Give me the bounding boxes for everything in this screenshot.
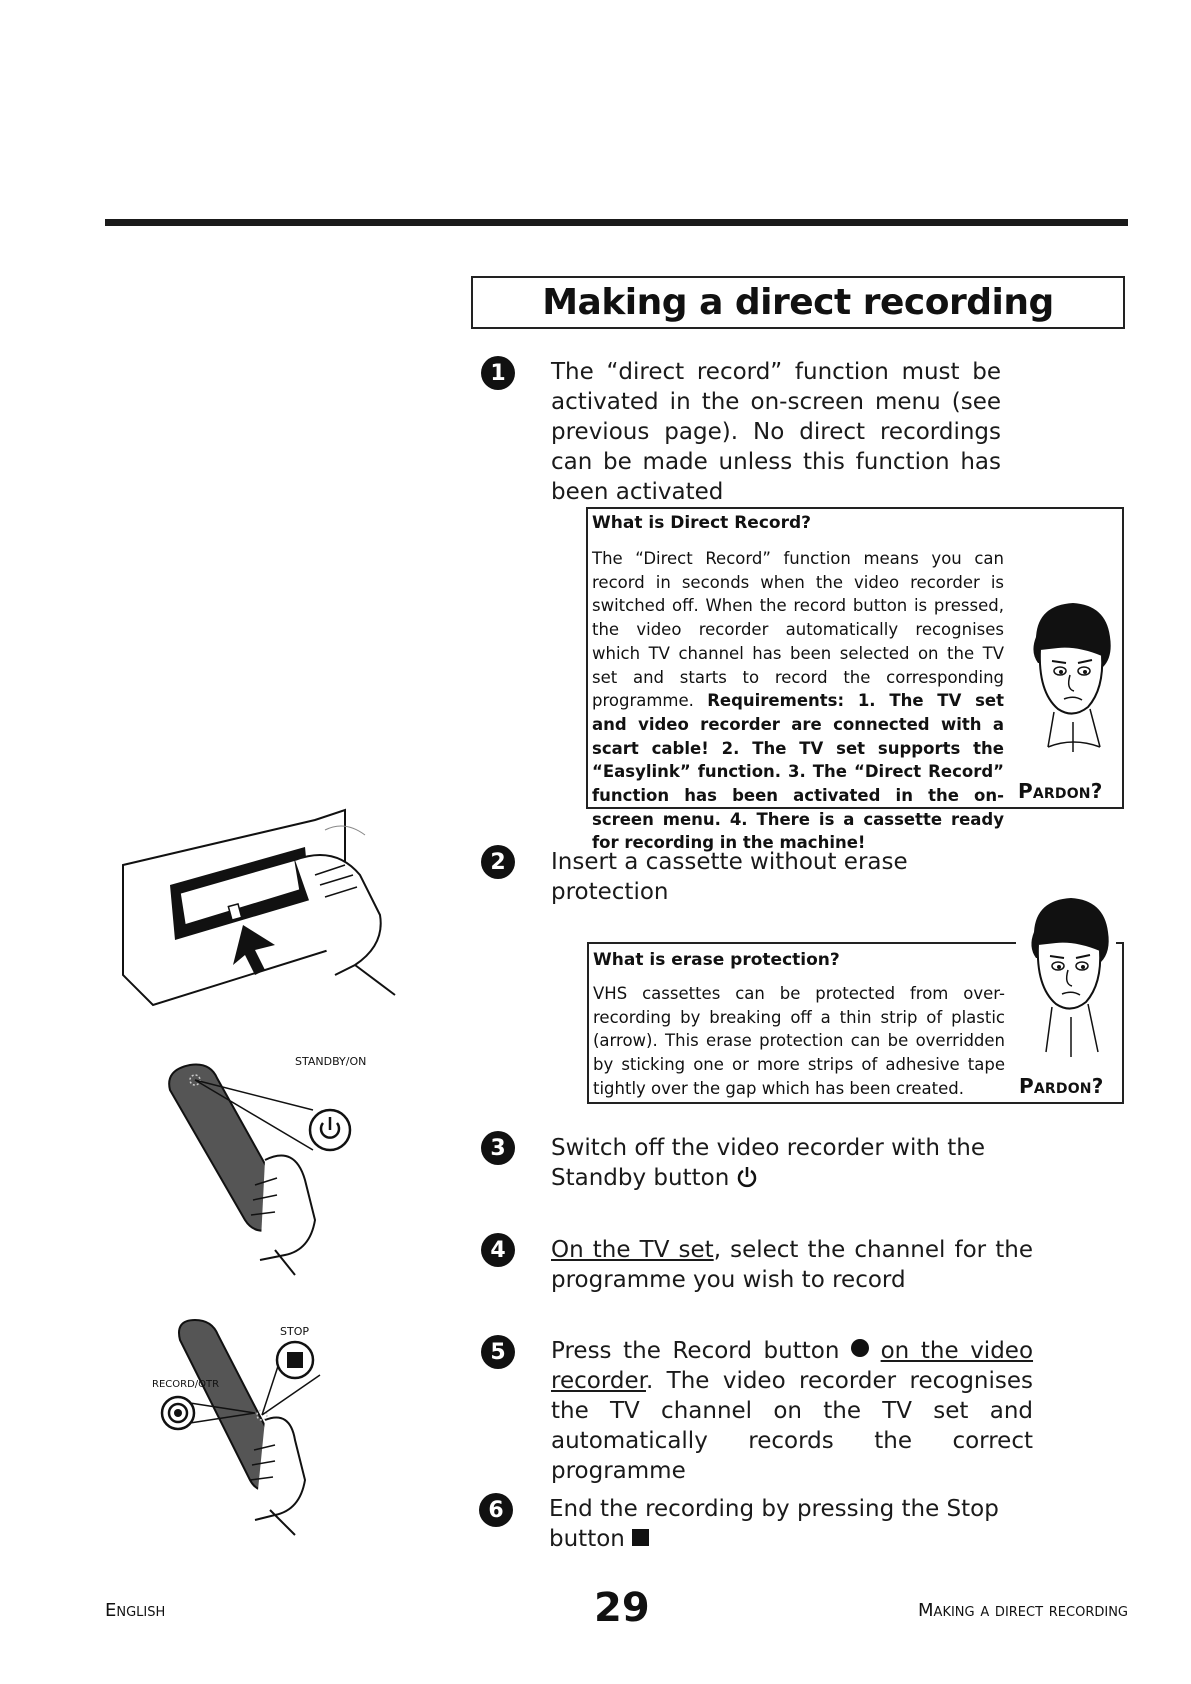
top-rule <box>105 219 1128 226</box>
remote-stop-label: STOP <box>280 1325 309 1338</box>
page-title-box <box>471 276 1125 329</box>
info-box-body <box>592 547 1004 855</box>
step-4-text-rest: , select the channel for the programme you wish to record <box>551 1237 1033 1293</box>
record-dot-icon <box>851 1339 869 1357</box>
pardon-cartoon-icon <box>1018 597 1118 757</box>
info-box-heading: What is erase protection? <box>593 950 840 970</box>
pardon-cartoon-icon <box>1016 892 1116 1062</box>
remote-standby-label: STANDBY/ON <box>295 1055 367 1068</box>
info-box-body: VHS cassettes can be protected from over-recording by breaking off a thin strip of plastic (arrow). This erase protection can be overridden by sticking one or more strips of adhesive tape tightly over the gap which has been created. <box>593 984 1005 1098</box>
step-number-1: 1 <box>481 356 515 390</box>
footer-section-title: Making a direct recording <box>918 1600 1128 1621</box>
info-box-heading: What is Direct Record? <box>592 513 811 533</box>
step-4-text <box>551 1235 1033 1295</box>
step-1-text: The “direct record” function must be activated in the on-screen menu (see previous page). No direct recordings can be made unless this function has been activated <box>551 359 1001 505</box>
step-number-4: 4 <box>481 1233 515 1267</box>
step-3-text-a: Switch off the video recorder with the Standby button <box>551 1135 986 1191</box>
remote-record-label: RECORD/OTR <box>152 1379 220 1390</box>
remote-standby-illustration <box>165 1050 375 1275</box>
step-5-text <box>551 1336 1033 1486</box>
step-number-2: 2 <box>481 845 515 879</box>
footer-language: English <box>105 1600 166 1621</box>
info-box-requirements: Requirements: 1. The TV set and video recorder are connected with a scart cable! 2. The TV set supports the “Easylink” function. 3. The “Direct Record” function has been activated in the on-screen menu. 4. There is a cassette ready for recording in the machine! <box>592 691 1005 853</box>
page-number: 29 <box>594 1585 650 1631</box>
step-5-text-b: . The video recorder recognises the TV channel on the TV set and automatically records the correct programme <box>551 1368 1033 1484</box>
vcr-cassette-illustration <box>115 805 405 1015</box>
pardon-label: Pardon? <box>1018 779 1103 803</box>
step-number-6: 6 <box>479 1493 513 1527</box>
step-6-text <box>549 1494 1049 1554</box>
info-box-body-text: The “Direct Record” function means you can record in seconds when the video recorder is switched off. When the record button is pressed, the video recorder automatically recognises which TV channel has been selected on the TV set and starts to record the corresponding programme. <box>592 549 1004 711</box>
remote-record-stop-illustration <box>150 1315 365 1535</box>
step-number-3: 3 <box>481 1131 515 1165</box>
step-4-underlined: On the TV set <box>551 1237 714 1263</box>
step-5-underlined: on the video recorder <box>551 1338 1034 1394</box>
step-6-text-a: End the recording by pressing the Stop button <box>549 1496 999 1552</box>
step-number-5: 5 <box>481 1335 515 1369</box>
power-icon <box>737 1166 757 1188</box>
stop-square-icon <box>632 1529 649 1546</box>
page-title: Making a direct recording <box>542 282 1054 323</box>
pardon-label: Pardon? <box>1019 1074 1104 1098</box>
step-5-text-a: Press the Record button <box>551 1338 840 1364</box>
step-3-text <box>551 1133 1021 1193</box>
step-2-text: Insert a cassette without erase protection <box>551 849 908 905</box>
info-box-direct-record <box>586 507 1124 853</box>
